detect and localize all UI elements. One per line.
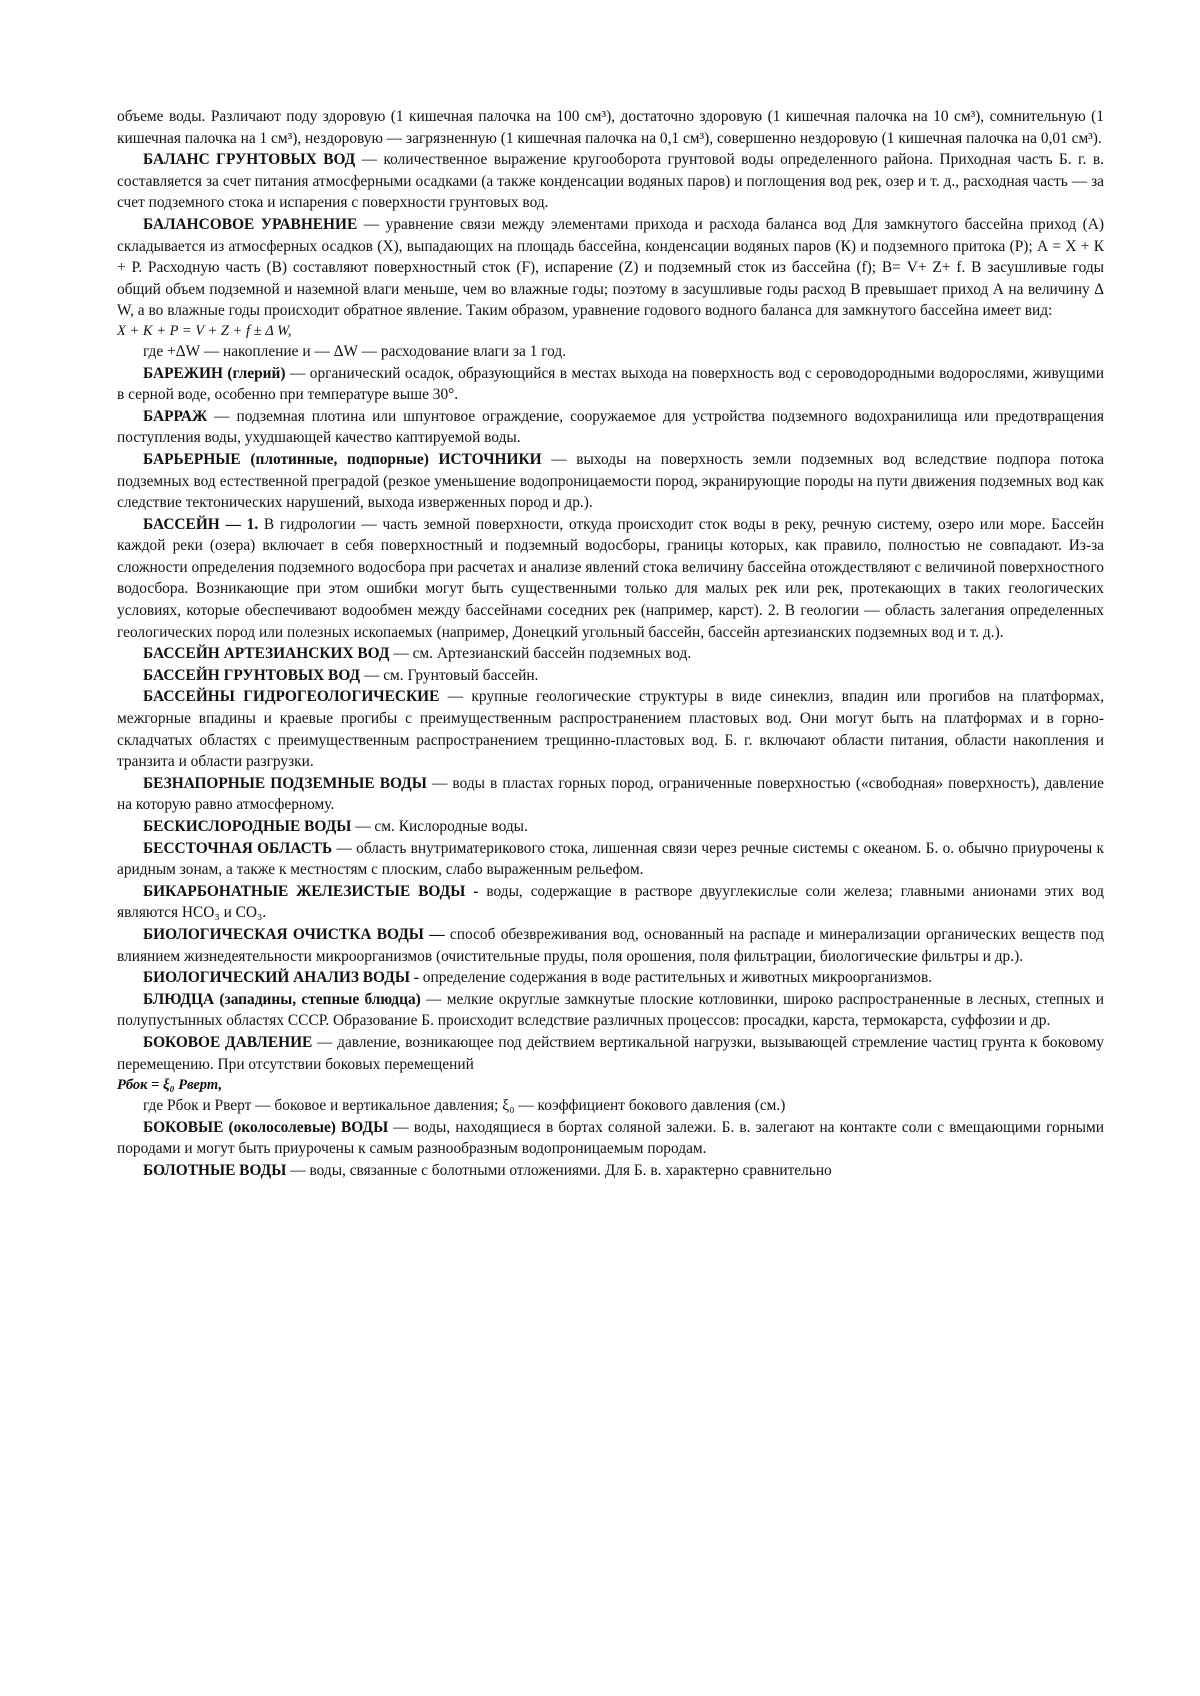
entry-text: — подземная плотина или шпунтовое ограждение, сооружаемое для устройства подземного водохранилища или предотвращения поступления воды, ухудшающей качество каптируемой воды. bbox=[117, 407, 1104, 447]
entry-besstochnaya-oblast bbox=[117, 838, 1104, 881]
entry-text: — выходы на поверхность земли подземных вод вследствие подпора потока подземных вод естественной преградой (резкое уменьшение водопроницаемости пород, экранирующие породы на пути движения подземных вод как следствие тектонических нарушений, выхода изверженных пород и др.). bbox=[117, 450, 1104, 512]
document-page bbox=[117, 106, 1104, 1182]
entry-blyudtsa bbox=[117, 989, 1104, 1032]
entry-headword: БИОЛОГИЧЕСКИЙ АНАЛИЗ ВОДЫ - bbox=[143, 969, 419, 987]
entry-headword: БАРЬЕРНЫЕ (плотинные, подпорные) ИСТОЧНИКИ bbox=[143, 450, 542, 468]
entry-text: — количественное выражение кругооборота грунтовой воды определенного района. Приходная часть Б. г. в. составляется за счет питания атмосферными осадками (а также конденсации водяных паров) и поглощения вод рек, озер и т. д., расходная часть — за счет подземного стока и испарения с поверхности грунтовых вод. bbox=[117, 151, 1104, 212]
entry-headword: БАРЕЖИН (глерий) bbox=[143, 364, 286, 382]
entry-barernye-istochniki bbox=[117, 449, 1104, 514]
entry-barrazh bbox=[117, 406, 1104, 449]
entry-bikarbonatnye-vody bbox=[117, 881, 1104, 924]
entry-text: В гидрологии — часть земной поверхности, откуда происходит сток воды в реку, речную систему, озеро или море. Бассейн каждой реки (озера) включает в себя поверхностный и подземный водосборы, границы которых, как правило, полностью не совпадают. Из-за сложности определения подземного водосбора при расчетах и анализе явлений стока величину бассейна отождествляют с величиной поверхностного водосбора. Возникающие при этом ошибки могут быть существенными только для малых рек или рек, протекающих в таких геологических условиях, которые обеспечивают водообмен между бассейнами соседних рек (например, карст). 2. В геологии — область залегания определенных геологических пород или полезных ископаемых (например, Донецкий угольный бассейн, бассейн артезианских подземных вод и т. д.). bbox=[117, 515, 1105, 641]
entry-text: — крупные геологические структуры в виде синеклиз, впадин или прогибов на платформах, межгорные впадины и краевые прогибы с преимущественным распространением пластовых вод. Они могут быть на платформах и в горно-складчатых областях с преимущественным распространением трещинно-пластовых вод. Б. г. включают области питания, области накопления и транзита и области разгрузки. bbox=[117, 688, 1105, 771]
entry-balans-gruntovykh-vod bbox=[117, 149, 1104, 214]
entry-barezhin bbox=[117, 363, 1104, 406]
entry-text: определение содержания в воде растительных и животных микроорганизмов. bbox=[418, 969, 933, 987]
formula-explanation: где Pбок и Pверт — боковое и вертикальное давления; ξ₀ — коэффициент бокового давления (см.) bbox=[143, 1097, 786, 1115]
entry-beskislorodnye-vody bbox=[117, 816, 1104, 838]
entry-headword: БАССЕЙНЫ ГИДРОГЕОЛОГИЧЕСКИЕ bbox=[143, 688, 440, 706]
entry-biologicheskii-analiz bbox=[117, 967, 1104, 989]
entry-text: — см. Артезианский бассейн подземных вод. bbox=[389, 645, 692, 663]
entry-basseiny-gidrogeologicheskie bbox=[117, 686, 1104, 772]
entry-text: — органический осадок, образующийся в местах выхода на поверхность вод с сероводородными водорослями, живущими в серной воде, особенно при температуре выше 30°. bbox=[117, 364, 1104, 404]
entry-text: воды, содержащие в растворе двууглекислые соли железа; главными анионами этих вод являются HCO₃ и CO₃. bbox=[117, 882, 1104, 922]
lateral-pressure-formula: Pбок = ξ₀ Pверт, bbox=[117, 1077, 223, 1094]
paragraph-text: объеме воды. Различают поду здоровую (1 кишечная палочка на 100 см³), достаточно здоровую (1 кишечная палочка на 10 см³), сомнительную (1 кишечная палочка на 1 см³), нездоровую — загрязненную (1 кишечная палочка на 0,1 см³), совершенно нездоровую (1 кишечная палочка на 0,01 см³). bbox=[117, 108, 1104, 147]
entry-bassein-gruntovykh-vod bbox=[117, 665, 1104, 687]
entry-headword: БАССЕЙН — 1. bbox=[143, 515, 259, 533]
entry-headword: БОКОВЫЕ (околосолевые) ВОДЫ bbox=[143, 1118, 389, 1136]
formula-explanation: где +ΔW — накопление и — ΔW — расходование влаги за 1 год. bbox=[143, 342, 567, 360]
entry-headword: БЛЮДЦА (западины, степные блюдца) bbox=[143, 990, 421, 1008]
entry-biologicheskaya-ochistka bbox=[117, 924, 1104, 967]
entry-bolotnye-vody bbox=[117, 1160, 1104, 1182]
entry-text: — см. Грунтовый бассейн. bbox=[360, 666, 539, 684]
entry-text: — воды, находящиеся в бортах соляной залежи. Б. в. залегают на контакте соли с вмещающими горными породами и могут быть приурочены к самым разнообразным водопроницаемым породам. bbox=[117, 1118, 1104, 1158]
entry-beznapornye-vody bbox=[117, 773, 1104, 816]
entry-headword: БЕССТОЧНАЯ ОБЛАСТЬ bbox=[143, 839, 333, 857]
entry-text: — воды, связанные с болотными отложениями. Для Б. в. характерно сравнительно bbox=[286, 1161, 832, 1179]
entry-headword: БЕСКИСЛОРОДНЫЕ ВОДЫ bbox=[143, 818, 352, 835]
entry-text: — давление, возникающее под действием вертикальной нагрузки, вызывающей стремление частиц грунта к боковому перемещению. При отсутствии боковых перемещений bbox=[117, 1033, 1104, 1073]
entry-text: — см. Кислородные воды. bbox=[351, 818, 528, 835]
entry-headword: БОКОВОЕ ДАВЛЕНИЕ bbox=[143, 1033, 313, 1051]
entry-bassein-artezianskikh-vod bbox=[117, 643, 1104, 665]
entry-headword: БАЛАНС ГРУНТОВЫХ ВОД bbox=[143, 151, 356, 169]
entry-balansovoe-uravnenie bbox=[117, 214, 1104, 322]
entry-text: — воды в пластах горных пород, ограниченные поверхностью («свободная» поверхность), давление на которую равно атмосферному. bbox=[117, 774, 1104, 814]
entry-text: способ обезвреживания вод, основанный на распаде и минерализации органических веществ под влиянием жизнедеятельности микроорганизмов (очистительные пруды, поля орошения, поля фильтрации, биологические фильтры и др.). bbox=[117, 925, 1104, 965]
entry-headword: БАРРАЖ bbox=[143, 407, 208, 425]
entry-text: — область внутриматерикового стока, лишенная связи через речные системы с океаном. Б. о. обычно приурочены к аридным зонам, а также к местностям с плоским, слабо выраженным рельефом. bbox=[117, 839, 1104, 879]
entry-text: — мелкие округлые замкнутые плоские котловинки, широко распространенные в лесных, степных и полупустынных областях СССР. Образование Б. происходит вследствие различных процессов: просадки, карста, термокарста, суффозии и др. bbox=[117, 990, 1104, 1030]
entry-headword: БОЛОТНЫЕ ВОДЫ bbox=[143, 1161, 287, 1179]
entry-bokovye-vody bbox=[117, 1117, 1104, 1160]
paragraph-continuation bbox=[117, 106, 1104, 149]
entry-headword: БИОЛОГИЧЕСКАЯ ОЧИСТКА ВОДЫ — bbox=[143, 925, 445, 943]
water-balance-formula: X + K + P = V + Z + f ± Δ W, bbox=[117, 322, 292, 339]
entry-headword: БЕЗНАПОРНЫЕ ПОДЗЕМНЫЕ ВОДЫ bbox=[143, 774, 427, 792]
entry-bassein bbox=[117, 514, 1104, 644]
entry-headword: БАССЕЙН АРТЕЗИАНСКИХ ВОД bbox=[143, 645, 390, 663]
entry-text: — уравнение связи между элементами прихода и расхода баланса вод Для замкнутого бассейна приход (А) складывается из атмосферных осадков (X), выпадающих на площадь бассейна, конденсации водяных паров (К) и подземного притока (Р); А = X + К + Р. Расходную часть (В) составляют поверхностный сток (F), испарение (Z) и подземный сток из бассейна (f); В= V+ Z+ f. В засушливые годы общий объем подземной и наземной влаги меньше, чем во влажные годы; поэтому в засушливые годы расход В превышает приход А на величину Δ W, а во влажные годы происходит обратное явление. Таким образом, уравнение годового водного баланса для замкнутого бассейна имеет вид: bbox=[117, 215, 1105, 320]
entry-headword: БАССЕЙН ГРУНТОВЫХ ВОД bbox=[143, 666, 361, 684]
entry-headword: БИКАРБОНАТНЫЕ ЖЕЛЕЗИСТЫЕ ВОДЫ - bbox=[143, 882, 479, 900]
entry-headword: БАЛАНСОВОЕ УРАВНЕНИЕ bbox=[143, 215, 358, 233]
entry-bokovoe-davlenie bbox=[117, 1032, 1104, 1075]
